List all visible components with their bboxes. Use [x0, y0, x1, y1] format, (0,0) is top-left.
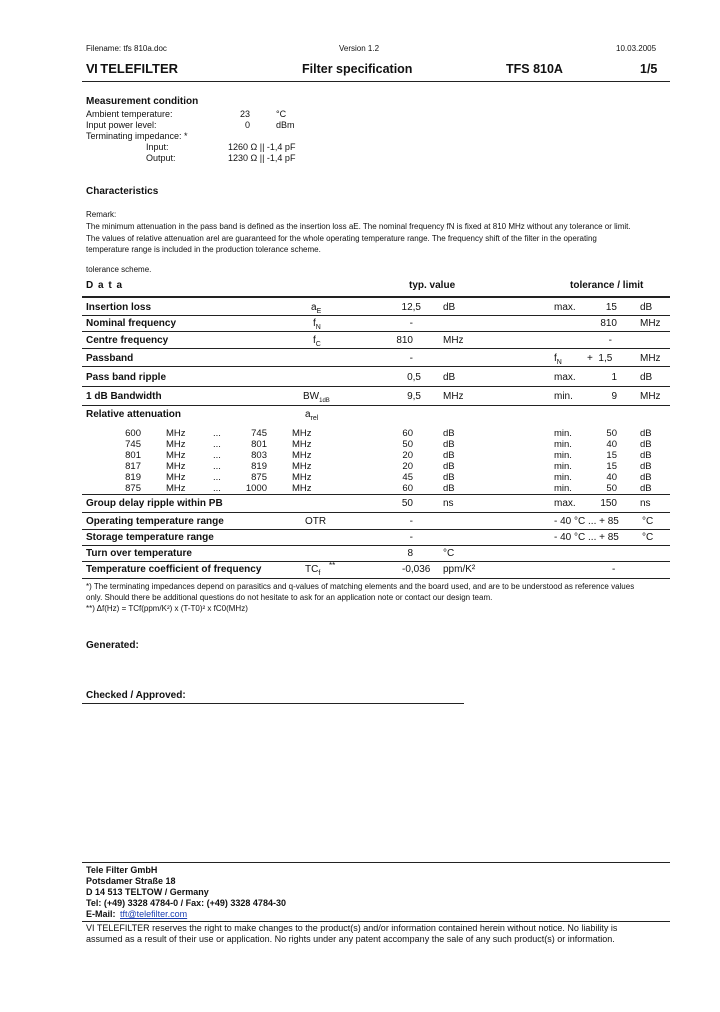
- logo-text: TELEFILTER: [100, 61, 179, 76]
- output-impedance-label: Output:: [146, 153, 176, 163]
- row-rule: [82, 315, 670, 316]
- footer-bottom-rule: [82, 921, 670, 922]
- rel-att-to: 1000: [245, 483, 267, 494]
- table-row: Insertion loss: [86, 302, 152, 313]
- table-row: Passband: [86, 353, 134, 364]
- tolerance-unit: MHz: [640, 318, 661, 329]
- row-rule: [82, 545, 670, 546]
- logo: [86, 61, 178, 76]
- typ-value: -: [409, 516, 413, 527]
- rel-att-u1: MHz: [166, 472, 186, 483]
- rel-att-u1: MHz: [166, 450, 186, 461]
- typ-value: -0,036: [402, 564, 431, 575]
- rel-att-u2: MHz: [292, 428, 312, 439]
- rel-att-tunit: dB: [443, 483, 455, 494]
- footer-rule: [82, 862, 670, 863]
- row-rule: [82, 331, 670, 332]
- tolerance-unit: °C: [642, 516, 654, 527]
- tolerance-value: 1: [611, 372, 617, 383]
- remark-line-1: The minimum attenuation in the pass band is defined as the insertion loss aE. The nominal frequency fN is fixed at 810 MHz without any tolerance or limit.: [86, 222, 631, 231]
- rel-att-tunit: dB: [443, 472, 455, 483]
- symbol-tcf: $TC_f$: [305, 564, 321, 577]
- rel-att-from: 600: [125, 428, 141, 439]
- part-number: TFS 810A: [506, 62, 563, 76]
- tcf-stars: **: [329, 561, 336, 570]
- table-row: Nominal frequency: [86, 318, 177, 329]
- footer-street: Potsdamer Straße 18: [86, 876, 176, 886]
- rel-att-tolunit: dB: [640, 450, 652, 461]
- remark-line-3: temperature range is included in the production tolerance scheme.: [86, 245, 321, 254]
- table-row: Group delay ripple within PB: [86, 498, 223, 509]
- rel-att-dots: ...: [213, 439, 221, 450]
- rel-att-tval: 50: [606, 428, 617, 439]
- rel-att-u1: MHz: [166, 428, 186, 439]
- row-rule: [82, 529, 670, 530]
- characteristics-title: Characteristics: [86, 186, 159, 197]
- rel-att-to: 745: [251, 428, 267, 439]
- rel-att-u2: MHz: [292, 483, 312, 494]
- tolerance-prefix: min.: [554, 391, 573, 402]
- rel-att-tval: 15: [606, 450, 617, 461]
- rel-att-from: 745: [125, 439, 141, 450]
- approved-label: Checked / Approved:: [86, 690, 186, 701]
- rel-att-from: 875: [125, 483, 141, 494]
- rel-att-tpre: min.: [554, 483, 572, 494]
- rel-att-tunit: dB: [443, 439, 455, 450]
- symbol-bw: $BW_{1dB}$: [303, 391, 330, 404]
- tolerance-prefix: max.: [554, 498, 576, 509]
- typ-unit: MHz: [443, 335, 464, 346]
- rel-att-from: 819: [125, 472, 141, 483]
- typ-unit: ppm/K²: [443, 564, 476, 575]
- tolerance-value: 150: [600, 498, 617, 509]
- header-rule: [82, 81, 670, 82]
- tolerance-value: + 1,5: [587, 353, 613, 364]
- symbol-ae: $a_E$: [311, 302, 322, 315]
- logo-vi: VI: [86, 61, 98, 76]
- rel-att-typ: 45: [402, 472, 413, 483]
- footer-email-link[interactable]: tft@telefilter.com: [120, 909, 188, 919]
- row-rule: [82, 405, 670, 406]
- filename: Filename: tfs 810a.doc: [86, 44, 167, 53]
- tolerance-prefix: max.: [554, 302, 576, 313]
- remark-label: Remark:: [86, 210, 117, 219]
- ambient-temp-label: Ambient temperature:: [86, 109, 173, 119]
- version: Version 1.2: [339, 44, 380, 53]
- rel-att-u2: MHz: [292, 450, 312, 461]
- rel-att-tolunit: dB: [640, 439, 652, 450]
- typ-unit: dB: [443, 372, 456, 383]
- typ-value: 50: [401, 498, 413, 509]
- row-rule: [82, 494, 670, 495]
- typ-value: -: [409, 532, 413, 543]
- measurement-title: Measurement condition: [86, 96, 199, 107]
- table-row: Centre frequency: [86, 335, 169, 346]
- tolerance-prefix: max.: [554, 372, 576, 383]
- rel-att-typ: 20: [402, 461, 413, 472]
- ambient-temp-value: 23: [239, 109, 250, 119]
- typ-unit: MHz: [443, 391, 464, 402]
- page-number: 1/5: [640, 62, 658, 76]
- input-power-label: Input power level:: [86, 120, 157, 130]
- rel-att-tval: 50: [606, 483, 617, 494]
- ambient-temp-unit: °C: [276, 109, 287, 119]
- rel-att-u1: MHz: [166, 439, 186, 450]
- date: 10.03.2005: [616, 44, 657, 53]
- tolerance-line: tolerance scheme.: [86, 265, 152, 274]
- typ-unit: ns: [443, 498, 454, 509]
- rel-att-tunit: dB: [443, 461, 455, 472]
- input-power-value: 0: [244, 120, 250, 130]
- rel-att-from: 801: [125, 450, 141, 461]
- table-head-data: D a t a: [86, 280, 124, 291]
- rel-att-tolunit: dB: [640, 428, 652, 439]
- row-rule: [82, 561, 670, 562]
- tolerance-unit: °C: [642, 532, 654, 543]
- symbol-fn: $f_N$: [313, 318, 321, 331]
- rel-att-u2: MHz: [292, 472, 312, 483]
- table-head-tolerance: tolerance / limit: [570, 280, 644, 291]
- row-rule: [82, 348, 670, 349]
- table-row: Pass band ripple: [86, 372, 167, 383]
- rel-att-to: 803: [251, 450, 267, 461]
- footnote-1: *) The terminating impedances depend on parasitics and q-values of matching elements and the board used, and are to be understood as reference values: [86, 582, 635, 591]
- disclaimer-line-1: VI TELEFILTER reserves the right to make changes to the product(s) and/or information contained herein without notice. No liability is: [86, 923, 618, 933]
- tolerance-unit: MHz: [640, 391, 661, 402]
- tolerance-prefix: $f_N$: [554, 353, 562, 366]
- table-row: Operating temperature range: [86, 516, 224, 527]
- typ-unit: °C: [443, 548, 455, 559]
- rel-att-u1: MHz: [166, 461, 186, 472]
- table-row: Turn over temperature: [86, 548, 192, 559]
- impedance-label: Terminating impedance: *: [86, 131, 188, 141]
- rel-att-u1: MHz: [166, 483, 186, 494]
- input-impedance-value: 1260 Ω || -1,4 pF: [228, 142, 296, 152]
- table-head-typ: typ. value: [409, 280, 456, 291]
- table-row: Storage temperature range: [86, 532, 214, 543]
- symbol-arel: $a_{rel}$: [305, 409, 319, 422]
- input-power-unit: dBm: [276, 120, 295, 130]
- rel-att-typ: 50: [402, 439, 413, 450]
- rel-att-tpre: min.: [554, 450, 572, 461]
- doc-title: Filter specification: [302, 62, 413, 76]
- rel-att-tolunit: dB: [640, 483, 652, 494]
- rel-att-dots: ...: [213, 450, 221, 461]
- rel-att-tpre: min.: [554, 461, 572, 472]
- rel-att-tolunit: dB: [640, 472, 652, 483]
- input-impedance-label: Input:: [146, 142, 169, 152]
- approved-rule: [82, 703, 464, 704]
- rel-att-u2: MHz: [292, 439, 312, 450]
- footer-email-label: E-Mail:: [86, 909, 116, 919]
- disclaimer-line-2: assumed as a result of their use or application. No rights under any patent accompany the sale of any such product(s) or information.: [86, 934, 615, 944]
- symbol-fc: $f_C$: [313, 335, 321, 348]
- tolerance-value: 15: [605, 302, 617, 313]
- table-row: Temperature coefficient of frequency: [86, 564, 262, 575]
- rel-att-label: Relative attenuation: [86, 409, 182, 420]
- rel-att-dots: ...: [213, 472, 221, 483]
- rel-att-dots: ...: [213, 461, 221, 472]
- table-bottom-rule: [82, 578, 670, 579]
- tolerance-value: -: [608, 335, 612, 346]
- symbol-otr: OTR: [305, 516, 327, 527]
- rel-att-to: 819: [251, 461, 267, 472]
- footer-company: Tele Filter GmbH: [86, 865, 158, 875]
- rel-att-to: 801: [251, 439, 267, 450]
- table-row: 1 dB Bandwidth: [86, 391, 162, 402]
- row-rule: [82, 512, 670, 513]
- tolerance-unit: dB: [640, 372, 653, 383]
- row-rule: [82, 366, 670, 367]
- typ-value: 8: [407, 548, 413, 559]
- footnote-2: only. Should there be additional questions do not hesitate to ask for an application note or contact our design team.: [86, 593, 493, 602]
- tolerance-value: - 40 °C ... + 85: [554, 532, 619, 543]
- typ-value: 9,5: [407, 391, 421, 402]
- table-head-rule: [82, 296, 670, 298]
- rel-att-tval: 40: [606, 439, 617, 450]
- typ-unit: dB: [443, 302, 456, 313]
- output-impedance-value: 1230 Ω || -1,4 pF: [228, 153, 296, 163]
- rel-att-u2: MHz: [292, 461, 312, 472]
- footer-phone: Tel: (+49) 3328 4784-0 / Fax: (+49) 3328 4784-30: [86, 898, 286, 908]
- rel-att-tpre: min.: [554, 428, 572, 439]
- rel-att-tpre: min.: [554, 439, 572, 450]
- rel-att-tpre: min.: [554, 472, 572, 483]
- rel-att-typ: 20: [402, 450, 413, 461]
- rel-att-dots: ...: [213, 483, 221, 494]
- tolerance-unit: MHz: [640, 353, 661, 364]
- rel-att-tval: 15: [606, 461, 617, 472]
- typ-value: 0,5: [407, 372, 421, 383]
- typ-value: 810: [396, 335, 413, 346]
- rel-att-tunit: dB: [443, 450, 455, 461]
- rel-att-typ: 60: [402, 428, 413, 439]
- generated-label: Generated:: [86, 640, 139, 651]
- tolerance-value: -: [612, 564, 616, 575]
- rel-att-tval: 40: [606, 472, 617, 483]
- tolerance-value: 810: [600, 318, 617, 329]
- tolerance-unit: dB: [640, 302, 653, 313]
- tolerance-unit: ns: [640, 498, 651, 509]
- rel-att-typ: 60: [402, 483, 413, 494]
- rel-att-dots: ...: [213, 428, 221, 439]
- typ-value: -: [409, 318, 413, 329]
- footnote-3: **) Δf(Hz) = TCf(ppm/K²) x (T-T0)² x fC0(MHz): [86, 604, 248, 613]
- rel-att-from: 817: [125, 461, 141, 472]
- rel-att-tolunit: dB: [640, 461, 652, 472]
- typ-value: 12,5: [401, 302, 421, 313]
- typ-value: -: [409, 353, 413, 364]
- tolerance-value: - 40 °C ... + 85: [554, 516, 619, 527]
- rel-att-to: 875: [251, 472, 267, 483]
- remark-line-2: The values of relative attenuation arel are guaranteed for the whole operating temperature range. The frequency shift of the filter in the operating: [86, 234, 597, 243]
- row-rule: [82, 386, 670, 387]
- footer-city: D 14 513 TELTOW / Germany: [86, 887, 209, 897]
- rel-att-tunit: dB: [443, 428, 455, 439]
- tolerance-value: 9: [611, 391, 617, 402]
